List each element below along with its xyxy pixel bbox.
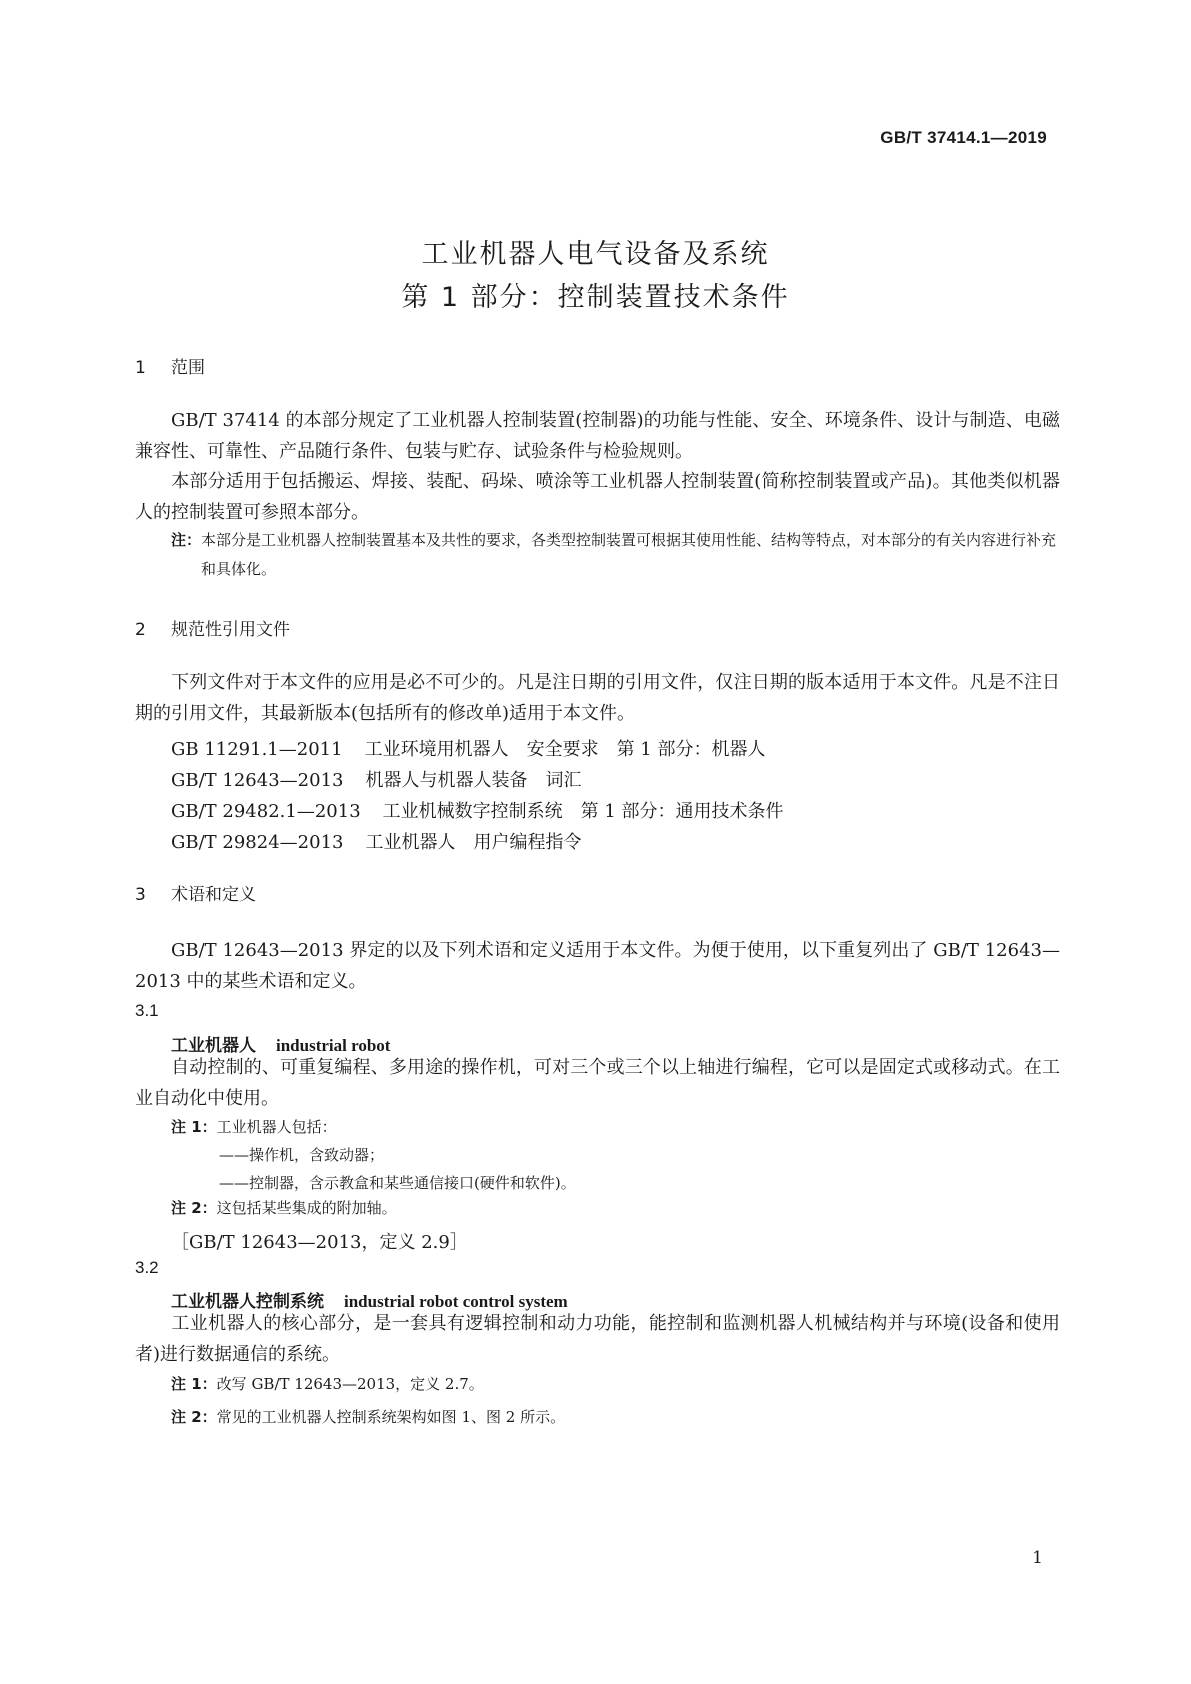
clause-3-2-term: 工业机器人控制系统 industrial robot control system bbox=[171, 1292, 568, 1312]
page-number: 1 bbox=[1032, 1548, 1043, 1568]
clause-3-1-source: ［GB/T 12643—2013，定义 2.9］ bbox=[171, 1232, 468, 1253]
clause-3-2-definition: 工业机器人的核心部分，是一套具有逻辑控制和动力功能，能控制和监测机器人机械结构并与环境(设备和使用者)进行数据通信的系统。 bbox=[135, 1313, 1060, 1365]
section-number: 2 bbox=[135, 620, 146, 640]
reference-item: GB/T 29482.1—2013 工业机械数字控制系统 第 1 部分：通用技术条件 bbox=[171, 801, 784, 822]
section-number: 3 bbox=[135, 885, 146, 905]
section-2-paragraph-1: 下列文件对于本文件的应用是必不可少的。凡是注日期的引用文件，仅注日期的版本适用于本文件。凡是不注日期的引用文件，其最新版本(包括所有的修改单)适用于本文件。 bbox=[135, 672, 1060, 724]
reference-item: GB/T 29824—2013 工业机器人 用户编程指令 bbox=[171, 832, 582, 853]
section-2-heading bbox=[135, 615, 290, 640]
clause-3-1-dash-item: ——控制器，含示教盒和某些通信接口(硬件和软件)。 bbox=[219, 1174, 576, 1192]
document-title-line2: 第 1 部分：控制装置技术条件 bbox=[401, 282, 790, 313]
clause-3-1-note-1: 注 1：工业机器人包括： bbox=[171, 1118, 337, 1136]
reference-item: GB/T 12643—2013 机器人与机器人装备 词汇 bbox=[171, 770, 582, 791]
section-1-paragraph-2: 本部分适用于包括搬运、焊接、装配、码垛、喷涂等工业机器人控制装置(简称控制装置或产品)。其他类似机器人的控制装置可参照本部分。 bbox=[135, 471, 1060, 523]
clause-3-1-note-2: 注 2：这包括某些集成的附加轴。 bbox=[171, 1199, 397, 1217]
section-1-paragraph-1: GB/T 37414 的本部分规定了工业机器人控制装置(控制器)的功能与性能、安全、环境条件、设计与制造、电磁兼容性、可靠性、产品随行条件、包装与贮存、试验条件与检验规则。 bbox=[135, 410, 1060, 462]
section-3-paragraph-1: GB/T 12643—2013 界定的以及下列术语和定义适用于本文件。为便于使用，以下重复列出了 GB/T 12643—2013 中的某些术语和定义。 bbox=[135, 940, 1060, 992]
clause-3-1-definition: 自动控制的、可重复编程、多用途的操作机，可对三个或三个以上轴进行编程，它可以是固定式或移动式。在工业自动化中使用。 bbox=[135, 1057, 1060, 1109]
clause-3-2-number: 3.2 bbox=[135, 1258, 159, 1277]
section-title: 范围 bbox=[171, 358, 205, 378]
note-text: 本部分是工业机器人控制装置基本及共性的要求，各类型控制装置可根据其使用性能、结构等特点，对本部分的有关内容进行补充和具体化。 bbox=[201, 531, 1057, 578]
document-title-line1: 工业机器人电气设备及系统 bbox=[421, 239, 770, 270]
clause-3-2-note-2: 注 2：常见的工业机器人控制系统架构如图 1、图 2 所示。 bbox=[171, 1408, 566, 1426]
section-1-note bbox=[171, 526, 1061, 584]
note-label: 注： bbox=[171, 531, 202, 549]
section-3-heading bbox=[135, 880, 256, 905]
clause-3-2-note-1: 注 1：改写 GB/T 12643—2013，定义 2.7。 bbox=[171, 1375, 484, 1393]
section-title: 规范性引用文件 bbox=[171, 620, 290, 640]
reference-item: GB 11291.1—2011 工业环境用机器人 安全要求 第 1 部分：机器人 bbox=[171, 739, 766, 760]
section-1-heading bbox=[135, 353, 205, 378]
clause-3-1-term: 工业机器人 industrial robot bbox=[171, 1036, 391, 1056]
clause-3-1-number: 3.1 bbox=[135, 1001, 159, 1020]
section-number: 1 bbox=[135, 358, 146, 378]
clause-3-1-dash-item: ——操作机，含致动器； bbox=[219, 1146, 385, 1164]
standard-number: GB/T 37414.1—2019 bbox=[880, 128, 1047, 147]
section-title: 术语和定义 bbox=[171, 885, 256, 905]
